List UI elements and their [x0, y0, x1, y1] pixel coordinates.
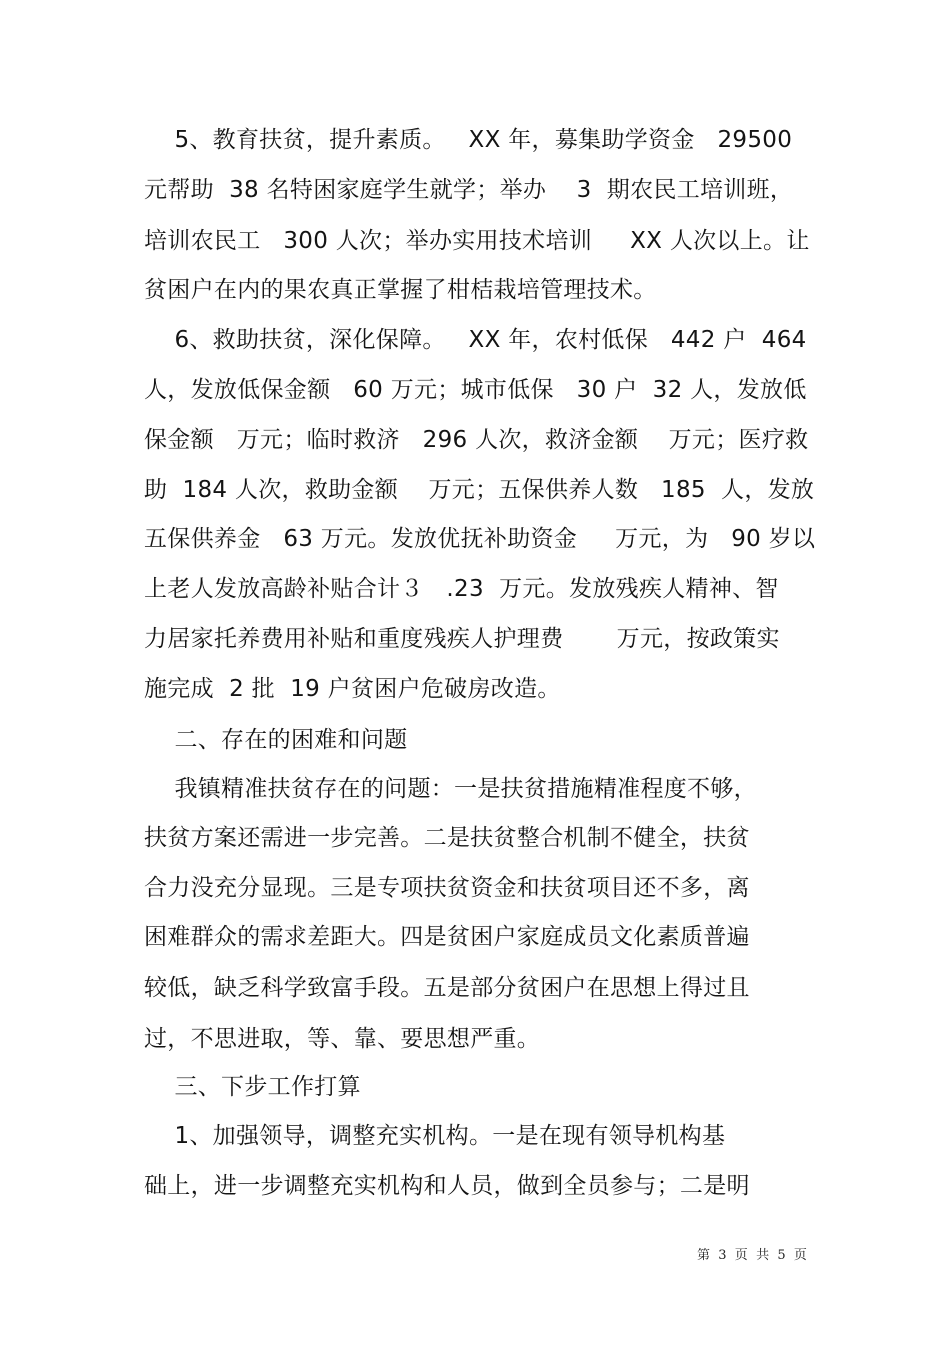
text-line: 助 184 人次，救助金额 万元；五保供养人数 185 人，发放	[144, 477, 815, 503]
text-line: 5、教育扶贫，提升素质。 XX 年，募集助学资金 29500	[144, 127, 793, 153]
text-line: 五保供养金 63 万元。发放优抚补助资金 万元，为 90 岁以	[144, 526, 816, 552]
text-line: 较低，缺乏科学致富手段。五是部分贫困户在思想上得过且	[144, 975, 750, 1001]
text-line: 人，发放低保金额 60 万元；城市低保 30 户 32 人，发放低	[144, 377, 807, 403]
text-line: 扶贫方案还需进一步完善。二是扶贫整合机制不健全，扶贫	[144, 825, 750, 851]
text-line: 6、救助扶贫，深化保障。 XX 年，农村低保 442 户 464	[144, 327, 807, 353]
section-heading: 二、存在的困难和问题	[144, 727, 408, 753]
text-line: 础上，进一步调整充实机构和人员，做到全员参与；二是明	[144, 1173, 750, 1199]
text-line: 培训农民工 300 人次；举办实用技术培训 XX 人次以上。让	[144, 228, 810, 254]
page-number-footer: 第 3 页 共 5 页	[697, 1248, 807, 1263]
text-line: 贫困户在内的果农真正掌握了柑桔栽培管理技术。	[144, 277, 657, 303]
text-line: 合力没充分显现。三是专项扶贫资金和扶贫项目还不多，离	[144, 875, 750, 901]
text-line: 我镇精准扶贫存在的问题：一是扶贫措施精准程度不够，	[144, 776, 757, 802]
text-line: 元帮助 38 名特困家庭学生就学；举办 3 期农民工培训班，	[144, 177, 794, 203]
text-line: 困难群众的需求差距大。四是贫困户家庭成员文化素质普遍	[144, 924, 750, 950]
text-line: 力居家托养费用补贴和重度残疾人护理费 万元，按政策实	[144, 626, 780, 652]
text-line: 施完成 2 批 19 户贫困户危破房改造。	[144, 676, 561, 702]
text-line: 过，不思进取，等、靠、要思想严重。	[144, 1026, 541, 1052]
text-line: 1、加强领导，调整充实机构。一是在现有领导机构基	[144, 1123, 726, 1149]
text-line: 保金额 万元；临时救济 296 人次，救济金额 万元；医疗救	[144, 427, 809, 453]
section-heading: 三、下步工作打算	[144, 1074, 361, 1100]
text-line: 上老人发放高龄补贴合计３ .23 万元。发放残疾人精神、智	[144, 576, 779, 602]
